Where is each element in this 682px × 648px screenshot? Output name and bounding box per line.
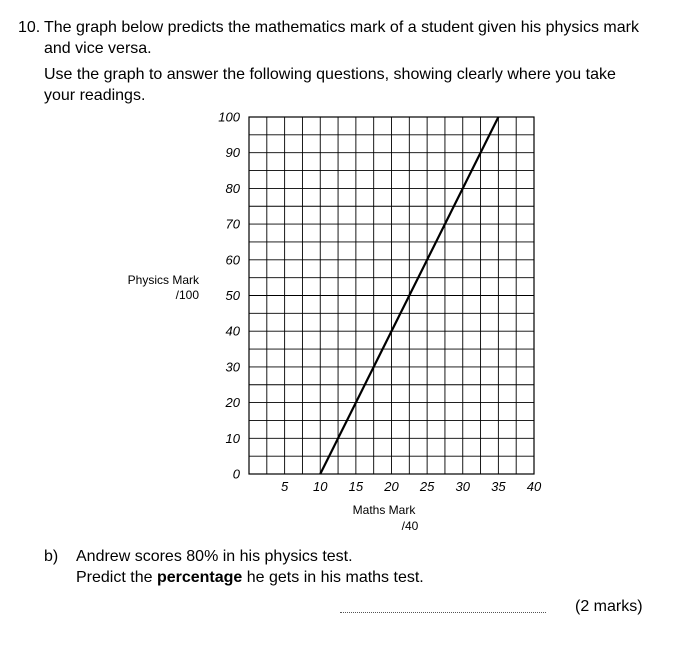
part-b-line-1: Andrew scores 80% in his physics test. <box>76 548 353 565</box>
x-tick-label: 35 <box>491 479 506 494</box>
x-axis-label-line-2: /40 <box>401 519 419 533</box>
x-tick-label: 15 <box>348 479 364 494</box>
marks-label: (2 marks) <box>575 598 643 615</box>
x-tick-label: 20 <box>384 479 399 494</box>
question-text-line-2: and vice versa. <box>44 40 152 57</box>
x-axis-label-line-1: Maths Mark <box>352 503 416 517</box>
y-tick-label: 30 <box>225 359 240 375</box>
y-tick-label: 50 <box>225 288 240 303</box>
x-tick-label: 5 <box>281 479 289 494</box>
part-b-letter: b) <box>44 548 59 565</box>
x-tick-label: 25 <box>419 479 435 494</box>
question-text-line-1: The graph below predicts the mathematics mark of a student given his physics mark <box>44 19 639 36</box>
y-tick-label: 60 <box>225 252 240 268</box>
y-tick-label: 0 <box>232 466 240 482</box>
y-axis-label-line-1: Physics Mark <box>127 273 199 287</box>
y-tick-label: 100 <box>218 109 240 125</box>
grid <box>249 117 534 474</box>
part-b-emphasis: percentage <box>156 569 243 586</box>
question-number: 10. <box>18 19 41 36</box>
y-axis-label-line-2: /100 <box>175 288 199 302</box>
y-tick-label: 20 <box>225 395 240 411</box>
x-tick-label: 40 <box>526 479 542 494</box>
instruction-line-2: your readings. <box>44 87 146 104</box>
y-tick-label: 10 <box>225 430 240 446</box>
y-tick-label: 40 <box>225 323 240 339</box>
part-b-line-2 <box>76 569 424 587</box>
y-tick-label: 90 <box>225 145 240 161</box>
answer-line[interactable] <box>340 612 546 613</box>
part-b-line-2-end: he gets in his maths test. <box>242 569 424 586</box>
instruction-line-1: Use the graph to answer the following questions, showing clearly where you take <box>44 66 616 83</box>
y-tick-label: 70 <box>225 216 240 232</box>
x-tick-label: 30 <box>455 479 470 494</box>
x-tick-label: 10 <box>313 479 328 494</box>
y-tick-label: 80 <box>225 180 240 196</box>
part-b-line-2-start: Predict the <box>76 569 157 586</box>
